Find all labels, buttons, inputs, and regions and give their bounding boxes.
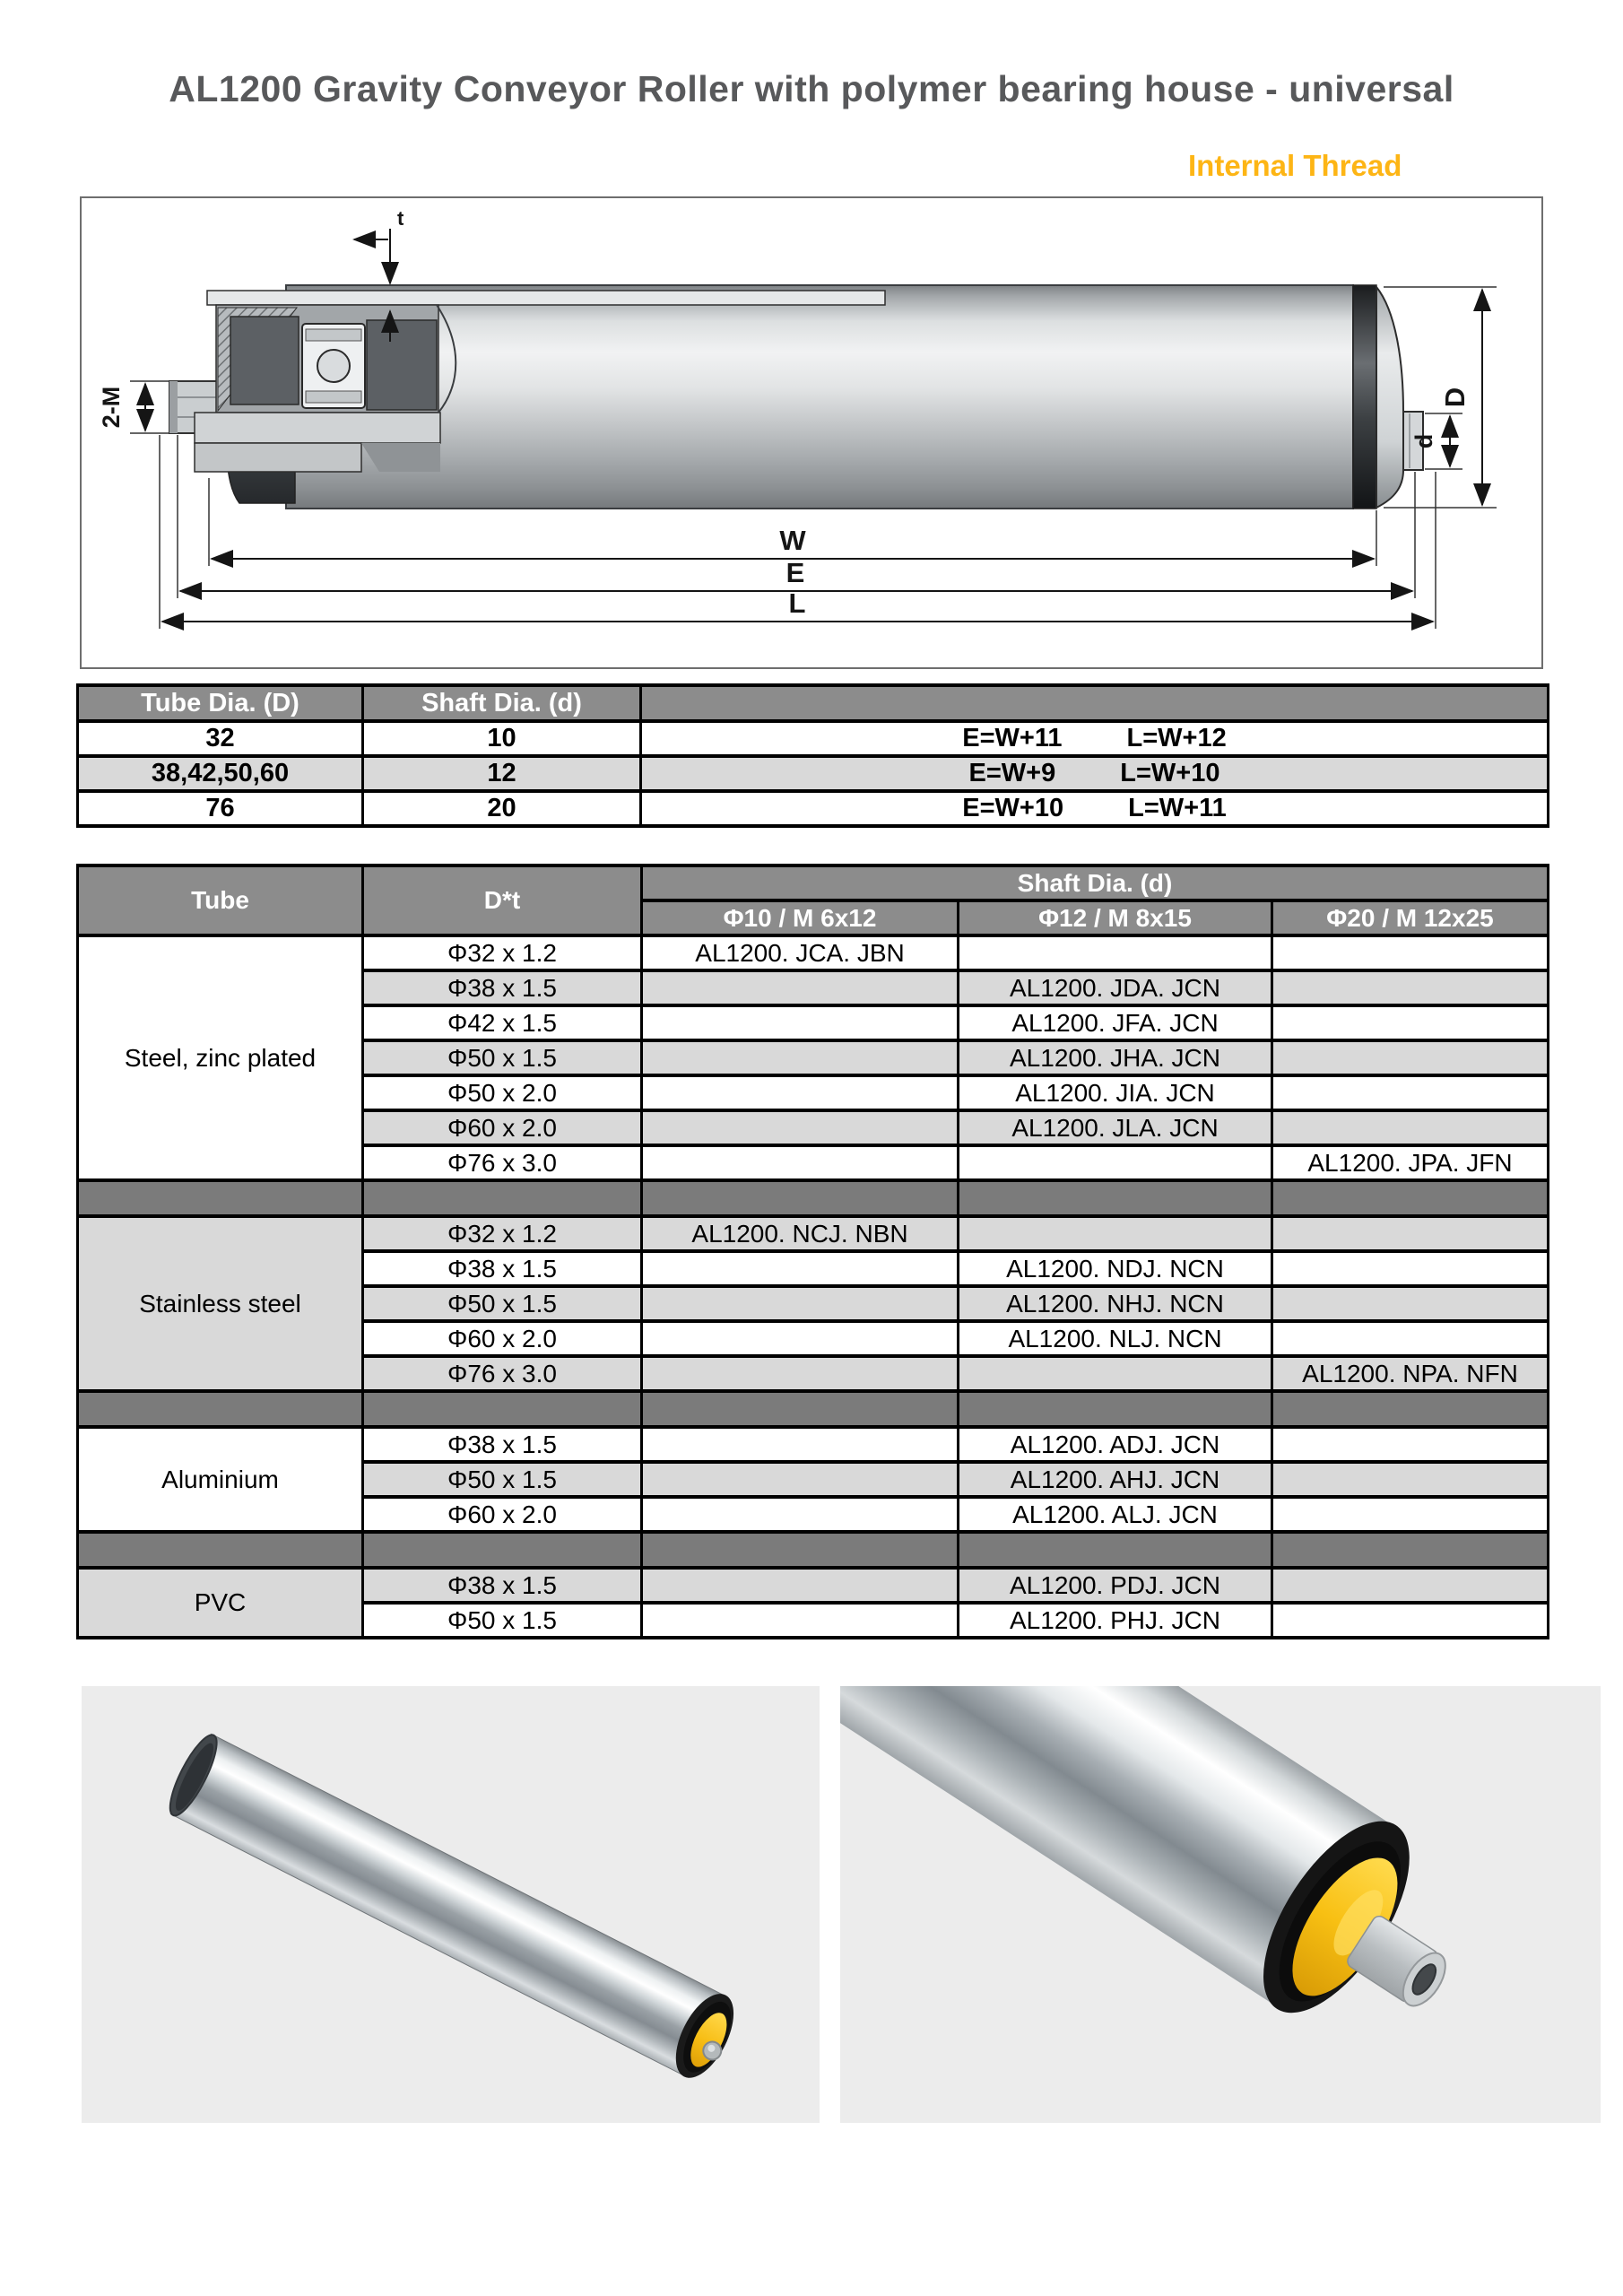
separator-cell <box>1272 1391 1549 1427</box>
dt-cell: Φ50 x 1.5 <box>363 1462 642 1497</box>
formula-l: L=W+10 <box>1120 759 1220 787</box>
model-header-tube: Tube <box>78 865 363 935</box>
roller-cross-section-drawing <box>82 198 1541 667</box>
dim-header-shaft: Shaft Dia. (d) <box>363 685 641 721</box>
dt-cell: Φ38 x 1.5 <box>363 1427 642 1462</box>
model-row <box>78 1568 1549 1603</box>
dt-cell: Φ60 x 2.0 <box>363 1110 642 1145</box>
dt-cell: Φ38 x 1.5 <box>363 1251 642 1286</box>
dt-cell: Φ38 x 1.5 <box>363 970 642 1005</box>
model-code-phi12: AL1200. NLJ. NCN <box>959 1321 1272 1356</box>
model-code-phi20 <box>1272 1286 1549 1321</box>
separator-cell <box>78 1532 363 1568</box>
dt-cell: Φ32 x 1.2 <box>363 1216 642 1251</box>
model-code-phi12: AL1200. ALJ. JCN <box>959 1497 1272 1532</box>
photo-tube <box>170 1734 724 2075</box>
shaft-dia-cell: 20 <box>363 791 641 826</box>
separator-cell <box>642 1532 959 1568</box>
bearing-closeup-illustration <box>840 1686 1601 2123</box>
model-code-phi12: AL1200. ADJ. JCN <box>959 1427 1272 1462</box>
model-code-phi12: AL1200. AHJ. JCN <box>959 1462 1272 1497</box>
model-code-phi20: AL1200. NPA. NFN <box>1272 1356 1549 1391</box>
material-cell: PVC <box>78 1568 363 1638</box>
page-title: AL1200 Gravity Conveyor Roller with polymer bearing house - universal <box>169 68 1454 109</box>
dt-cell: Φ32 x 1.2 <box>363 935 642 970</box>
model-code-phi10 <box>642 1568 959 1603</box>
model-code-phi12: AL1200. JFA. JCN <box>959 1005 1272 1040</box>
separator-cell <box>642 1391 959 1427</box>
model-code-phi20 <box>1272 1005 1549 1040</box>
model-code-phi10: AL1200. JCA. JBN <box>642 935 959 970</box>
model-code-phi10 <box>642 970 959 1005</box>
model-code-phi20 <box>1272 1321 1549 1356</box>
model-code-phi10 <box>642 1075 959 1110</box>
model-header-shaft-span: Shaft Dia. (d) <box>642 865 1549 900</box>
technical-drawing-panel <box>80 196 1543 669</box>
dim-row <box>78 756 1549 791</box>
model-code-phi12 <box>959 1356 1272 1391</box>
model-code-phi20 <box>1272 1216 1549 1251</box>
model-code-phi10 <box>642 1427 959 1462</box>
shaft-dia-cell: 12 <box>363 756 641 791</box>
formula-cell <box>641 721 1549 756</box>
model-header-dt: D*t <box>363 865 642 935</box>
separator-cell <box>959 1391 1272 1427</box>
dt-cell: Φ42 x 1.5 <box>363 1005 642 1040</box>
model-code-phi10 <box>642 1145 959 1180</box>
bearing-ball <box>317 350 350 382</box>
model-code-phi12: AL1200. JIA. JCN <box>959 1075 1272 1110</box>
model-code-phi20 <box>1272 1075 1549 1110</box>
separator-cell <box>363 1532 642 1568</box>
separator-cell <box>959 1532 1272 1568</box>
model-code-phi20 <box>1272 1427 1549 1462</box>
model-code-phi20 <box>1272 1603 1549 1638</box>
dt-cell: Φ50 x 1.5 <box>363 1040 642 1075</box>
model-code-phi12: AL1200. JLA. JCN <box>959 1110 1272 1145</box>
model-code-phi12 <box>959 1216 1272 1251</box>
formula-cell <box>641 791 1549 826</box>
formula-pair <box>643 724 1546 753</box>
model-code-phi10 <box>642 1040 959 1075</box>
tube-dia-cell: 76 <box>78 791 363 826</box>
formula-pair <box>643 794 1546 823</box>
tube-wall-section <box>207 291 885 305</box>
section-separator-row <box>78 1391 1549 1427</box>
separator-cell <box>78 1391 363 1427</box>
shaft-dia-cell: 10 <box>363 721 641 756</box>
material-cell: Steel, zinc plated <box>78 935 363 1180</box>
model-code-phi10 <box>642 1497 959 1532</box>
dim-label-D: D <box>1439 387 1471 408</box>
model-code-phi20 <box>1272 1110 1549 1145</box>
model-code-phi10 <box>642 1110 959 1145</box>
internal-thread-badge: Internal Thread <box>1188 149 1402 182</box>
separator-cell <box>363 1180 642 1216</box>
dt-cell: Φ60 x 2.0 <box>363 1497 642 1532</box>
dim-header-blank <box>641 685 1549 721</box>
model-code-phi10 <box>642 1005 959 1040</box>
formula-e: E=W+9 <box>968 759 1056 787</box>
section-separator-row <box>78 1532 1549 1568</box>
dim-label-e: E <box>785 557 805 588</box>
formula-cell <box>641 756 1549 791</box>
model-code-phi10 <box>642 1462 959 1497</box>
dim-label-w: W <box>779 525 806 556</box>
formula-e: E=W+10 <box>962 794 1064 822</box>
model-code-phi12: AL1200. JDA. JCN <box>959 970 1272 1005</box>
model-code-phi10 <box>642 1603 959 1638</box>
separator-cell <box>363 1391 642 1427</box>
model-code-phi10 <box>642 1321 959 1356</box>
formula-l: L=W+12 <box>1126 724 1227 752</box>
model-code-phi12: AL1200. JHA. JCN <box>959 1040 1272 1075</box>
dt-cell: Φ50 x 2.0 <box>363 1075 642 1110</box>
model-code-phi20 <box>1272 935 1549 970</box>
separator-cell <box>1272 1180 1549 1216</box>
material-cell: Aluminium <box>78 1427 363 1532</box>
dt-cell: Φ50 x 1.5 <box>363 1286 642 1321</box>
model-code-phi12 <box>959 935 1272 970</box>
model-code-phi12: AL1200. NDJ. NCN <box>959 1251 1272 1286</box>
model-subheader-phi12: Φ12 / M 8x15 <box>959 900 1272 935</box>
model-code-phi12: AL1200. NHJ. NCN <box>959 1286 1272 1321</box>
dim-row <box>78 791 1549 826</box>
dt-cell: Φ60 x 2.0 <box>363 1321 642 1356</box>
model-code-phi20 <box>1272 1251 1549 1286</box>
product-photo-full-roller <box>82 1686 820 2123</box>
right-end-ring <box>1353 285 1376 509</box>
dt-cell: Φ50 x 1.5 <box>363 1603 642 1638</box>
model-subheader-phi10: Φ10 / M 6x12 <box>642 900 959 935</box>
dim-label-2m: 2-M <box>98 386 125 429</box>
model-subheader-phi20: Φ20 / M 12x25 <box>1272 900 1549 935</box>
model-code-phi10: AL1200. NCJ. NBN <box>642 1216 959 1251</box>
dim-label-t: t <box>397 207 404 230</box>
tube-dia-cell: 32 <box>78 721 363 756</box>
tube-body <box>286 285 1353 509</box>
material-cell: Stainless steel <box>78 1216 363 1391</box>
dt-cell: Φ76 x 3.0 <box>363 1145 642 1180</box>
model-code-phi20 <box>1272 1497 1549 1532</box>
model-row <box>78 1427 1549 1462</box>
formula-pair <box>643 759 1546 788</box>
model-code-phi20 <box>1272 970 1549 1005</box>
model-code-phi20 <box>1272 1462 1549 1497</box>
dim-row <box>78 721 1549 756</box>
formula-e: E=W+11 <box>962 724 1063 752</box>
roller-photo-illustration <box>82 1686 820 2123</box>
dim-label-l: L <box>788 587 806 619</box>
model-code-phi12 <box>959 1145 1272 1180</box>
model-code-phi12: AL1200. PDJ. JCN <box>959 1568 1272 1603</box>
model-code-phi10 <box>642 1356 959 1391</box>
separator-cell <box>642 1180 959 1216</box>
dim-header-tube: Tube Dia. (D) <box>78 685 363 721</box>
model-table <box>76 864 1549 1639</box>
model-code-phi10 <box>642 1286 959 1321</box>
formula-l: L=W+11 <box>1128 794 1227 822</box>
separator-cell <box>78 1180 363 1216</box>
dim-label-d: d <box>1410 433 1437 449</box>
model-code-phi20 <box>1272 1040 1549 1075</box>
dt-cell: Φ76 x 3.0 <box>363 1356 642 1391</box>
tube-dia-cell: 38,42,50,60 <box>78 756 363 791</box>
separator-cell <box>959 1180 1272 1216</box>
model-row <box>78 935 1549 970</box>
model-code-phi20 <box>1272 1568 1549 1603</box>
right-end-cone <box>1376 287 1403 508</box>
model-code-phi12: AL1200. PHJ. JCN <box>959 1603 1272 1638</box>
section-separator-row <box>78 1180 1549 1216</box>
product-photo-bearing-closeup <box>840 1686 1601 2123</box>
dimension-table <box>76 683 1549 828</box>
dt-cell: Φ38 x 1.5 <box>363 1568 642 1603</box>
separator-cell <box>1272 1532 1549 1568</box>
model-code-phi10 <box>642 1251 959 1286</box>
model-row <box>78 1216 1549 1251</box>
model-code-phi20: AL1200. JPA. JFN <box>1272 1145 1549 1180</box>
